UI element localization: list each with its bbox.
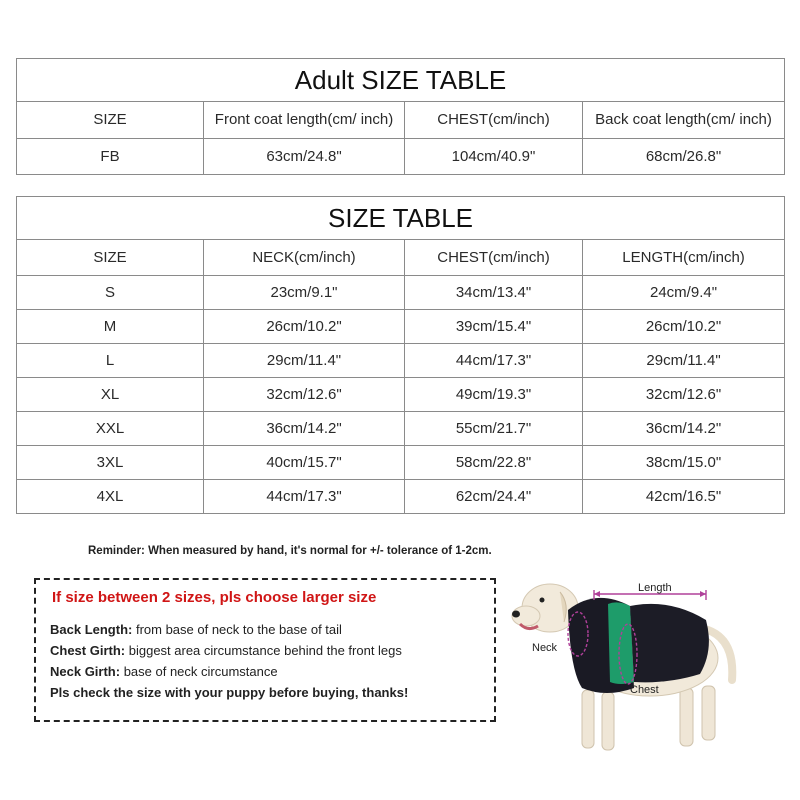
table-cell: 32cm/12.6" — [583, 378, 785, 412]
chest-girth-text: biggest area circumstance behind the front legs — [125, 643, 402, 658]
table-cell: 4XL — [17, 480, 204, 514]
dog-illustration — [510, 570, 790, 770]
table-row — [17, 412, 785, 446]
table-cell: S — [17, 276, 204, 310]
table-cell: 34cm/13.4" — [405, 276, 583, 310]
table-cell: 29cm/11.4" — [204, 344, 405, 378]
table-row — [17, 344, 785, 378]
chest-girth-note — [50, 643, 402, 658]
adult-header-back-length: Back coat length(cm/ inch) — [583, 102, 785, 139]
table-row — [17, 139, 785, 175]
table-cell: 44cm/17.3" — [405, 344, 583, 378]
neck-girth-label: Neck Girth: — [50, 664, 121, 679]
table-cell: 29cm/11.4" — [583, 344, 785, 378]
neck-girth-note — [50, 664, 278, 679]
table-cell: 3XL — [17, 446, 204, 480]
adult-size-table — [16, 58, 785, 175]
final-note: Pls check the size with your puppy before buying, thanks! — [50, 685, 409, 700]
table-row — [17, 276, 785, 310]
sizing-notes-box — [34, 578, 496, 722]
header-chest: CHEST(cm/inch) — [405, 240, 583, 276]
table-row — [17, 446, 785, 480]
size-table — [16, 196, 785, 514]
header-neck: NECK(cm/inch) — [204, 240, 405, 276]
table-cell: 68cm/26.8" — [583, 139, 785, 175]
table-cell: 38cm/15.0" — [583, 446, 785, 480]
table-cell: 62cm/24.4" — [405, 480, 583, 514]
neck-label: Neck — [532, 642, 558, 654]
adult-header-front-length: Front coat length(cm/ inch) — [204, 102, 405, 139]
header-size: SIZE — [17, 240, 204, 276]
back-length-label: Back Length: — [50, 622, 133, 637]
size-table-title: SIZE TABLE — [17, 197, 785, 240]
table-cell: 58cm/22.8" — [405, 446, 583, 480]
table-cell: 36cm/14.2" — [204, 412, 405, 446]
table-cell: 39cm/15.4" — [405, 310, 583, 344]
table-cell: 104cm/40.9" — [405, 139, 583, 175]
table-cell: 36cm/14.2" — [583, 412, 785, 446]
table-cell: 24cm/9.4" — [583, 276, 785, 310]
neck-girth-text: base of neck circumstance — [120, 664, 278, 679]
chest-label: Chest — [630, 684, 659, 696]
table-cell: M — [17, 310, 204, 344]
table-row — [17, 480, 785, 514]
back-length-note — [50, 622, 342, 637]
table-cell: 26cm/10.2" — [204, 310, 405, 344]
reminder-text: Reminder: When measured by hand, it's normal for +/- tolerance of 1-2cm. — [88, 545, 492, 557]
table-cell: 23cm/9.1" — [204, 276, 405, 310]
dog-measurement-diagram — [510, 570, 790, 770]
adult-header-size: SIZE — [17, 102, 204, 139]
back-length-text: from base of neck to the base of tail — [132, 622, 342, 637]
chest-girth-label: Chest Girth: — [50, 643, 126, 658]
adult-header-chest: CHEST(cm/inch) — [405, 102, 583, 139]
table-cell: 44cm/17.3" — [204, 480, 405, 514]
table-cell: 40cm/15.7" — [204, 446, 405, 480]
adult-table-title: Adult SIZE TABLE — [17, 59, 785, 102]
length-label: Length — [638, 582, 672, 594]
header-length: LENGTH(cm/inch) — [583, 240, 785, 276]
table-row — [17, 378, 785, 412]
table-cell: 32cm/12.6" — [204, 378, 405, 412]
table-cell: 49cm/19.3" — [405, 378, 583, 412]
table-cell: 63cm/24.8" — [204, 139, 405, 175]
table-cell: XL — [17, 378, 204, 412]
table-cell: 42cm/16.5" — [583, 480, 785, 514]
table-cell: XXL — [17, 412, 204, 446]
table-cell: 55cm/21.7" — [405, 412, 583, 446]
size-warning: If size between 2 sizes, pls choose larger size — [52, 589, 377, 606]
table-row — [17, 310, 785, 344]
table-cell: 26cm/10.2" — [583, 310, 785, 344]
table-cell: L — [17, 344, 204, 378]
table-cell: FB — [17, 139, 204, 175]
